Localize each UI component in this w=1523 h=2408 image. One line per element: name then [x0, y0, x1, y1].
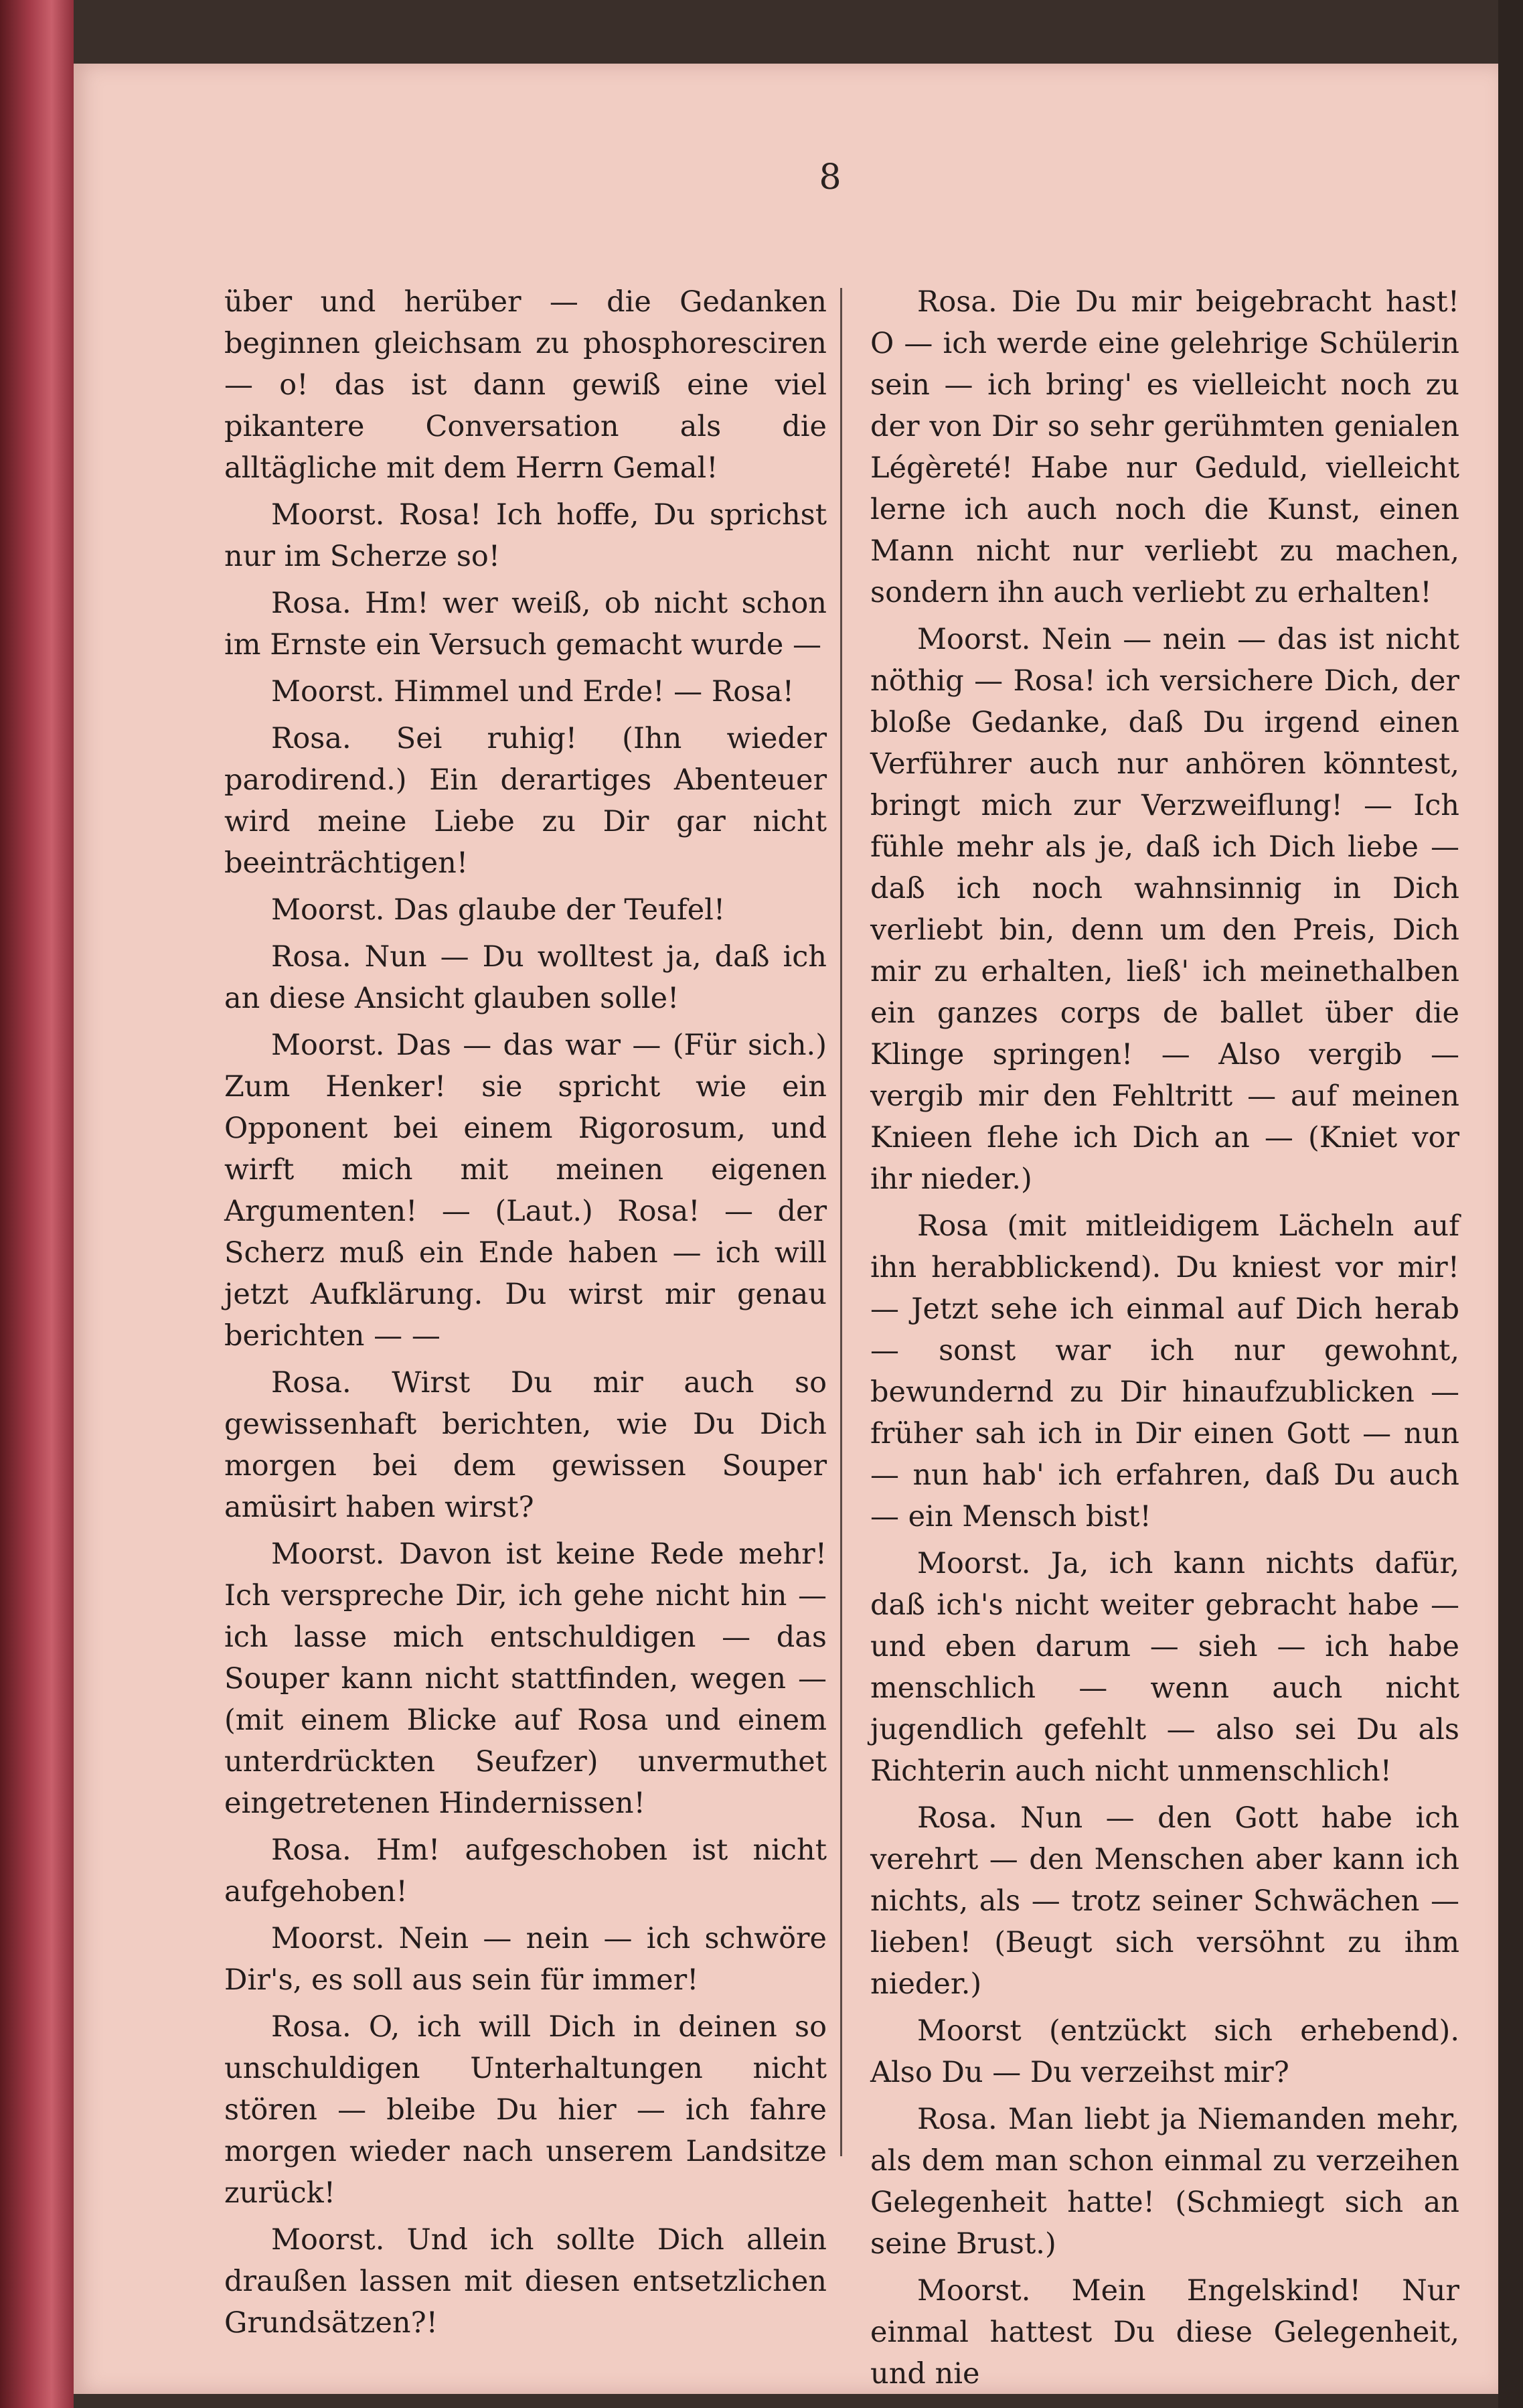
- paragraph: Moorst. Ja, ich kann nichts dafür, daß ich's nicht weiter gebracht habe — und eben darum — sieh — ich habe menschlich — wenn auch nicht jugendlich gefehlt — also sei Du als Richterin auch nicht unmenschlich!: [870, 1547, 1459, 1788]
- paragraph: Moorst (entzückt sich erhebend). Also Du — Du verzeihst mir?: [870, 2014, 1459, 2089]
- paragraph: Rosa. Sei ruhig! (Ihn wieder parodirend.) Ein derartiges Abenteuer wird meine Liebe zu Dir gar nicht beeinträchtigen!: [224, 722, 827, 880]
- page-number: 8: [819, 157, 841, 198]
- paragraph: Rosa (mit mitleidigem Lächeln auf ihn herabblickend). Du kniest vor mir! — Jetzt sehe ich einmal auf Dich herab — sonst war ich nur gewohnt, bewundernd zu Dir hinaufzublicken — früher sah ich in Dir einen Gott — nun — nun hab' ich erfahren, daß Du auch — ein Mensch bist!: [870, 1209, 1459, 1533]
- paragraph: Moorst. Rosa! Ich hoffe, Du sprichst nur im Scherze so!: [224, 498, 827, 573]
- paragraph: Rosa. Man liebt ja Niemanden mehr, als dem man schon einmal zu verzeihen Gelegenheit hatte! (Schmiegt sich an seine Brust.): [870, 2103, 1459, 2261]
- paragraph: Moorst. Das glaube der Teufel!: [271, 893, 726, 927]
- paragraph: Moorst. Und ich sollte Dich allein draußen lassen mit diesen entsetzlichen Grundsätzen?!: [224, 2223, 827, 2340]
- paragraph: Rosa. Hm! aufgeschoben ist nicht aufgehoben!: [224, 1833, 827, 1908]
- paragraph: über und herüber — die Gedanken beginnen gleichsam zu phosphoresciren — o! das ist dann gewiß eine viel pikantere Conversation als die alltägliche mit dem Herrn Gemal!: [224, 285, 827, 485]
- column-divider: [840, 288, 842, 2156]
- paragraph: Rosa. Nun — Du wolltest ja, daß ich an diese Ansicht glauben solle!: [224, 940, 827, 1015]
- paragraph: Moorst. Davon ist keine Rede mehr! Ich verspreche Dir, ich gehe nicht hin — ich lasse mich entschuldigen — das Souper kann nicht stattfinden, wegen — (mit einem Blicke auf Rosa und einem unterdrückten Seufzer) unvermuthet eingetretenen Hindernissen!: [224, 1537, 827, 1820]
- paragraph: Rosa. O, ich will Dich in deinen so unschuldigen Unterhaltungen nicht stören — bleibe Du hier — ich fahre morgen wieder nach unserem Landsitze zurück!: [224, 2010, 827, 2210]
- book-binding: [0, 0, 74, 2408]
- paragraph: Moorst. Das — das war — (Für sich.) Zum Henker! sie spricht wie ein Opponent bei einem Rigorosum, und wirft mich mit meinen eigenen Argumenten! — (Laut.) Rosa! — der Scherz muß ein Ende haben — ich will jetzt Aufklärung. Du wirst mir genau berichten — —: [224, 1029, 827, 1353]
- left-column: [224, 281, 827, 2349]
- paragraph: Rosa. Nun — den Gott habe ich verehrt — den Menschen aber kann ich nichts, als — trotz seiner Schwächen — lieben! (Beugt sich versöhnt zu ihm nieder.): [870, 1801, 1459, 2001]
- paragraph: Moorst. Nein — nein — ich schwöre Dir's, es soll aus sein für immer!: [224, 1922, 827, 1997]
- right-column: [870, 281, 1459, 2400]
- page-edge-shadow: [1498, 0, 1523, 2408]
- paragraph: Rosa. Die Du mir beigebracht hast! O — ich werde eine gelehrige Schülerin sein — ich bring' es vielleicht noch zu der von Dir so sehr gerühmten genialen Légèreté! Habe nur Geduld, vielleicht lerne ich auch noch die Kunst, einen Mann nicht nur verliebt zu machen, sondern ihn auch verliebt zu erhalten!: [870, 285, 1459, 609]
- paragraph: Rosa. Hm! wer weiß, ob nicht schon im Ernste ein Versuch gemacht wurde —: [224, 587, 827, 662]
- paragraph: Rosa. Wirst Du mir auch so gewissenhaft berichten, wie Du Dich morgen bei dem gewissen Souper amüsirt haben wirst?: [224, 1366, 827, 1524]
- paragraph: Moorst. Himmel und Erde! — Rosa!: [271, 675, 795, 708]
- paragraph: Moorst. Nein — nein — das ist nicht nöthig — Rosa! ich versichere Dich, der bloße Gedanke, daß Du irgend einen Verführer auch nur anhören könntest, bringt mich zur Verzweiflung! — Ich fühle mehr als je, daß ich Dich liebe — daß ich noch wahnsinnig in Dich verliebt bin, denn um den Preis, Dich mir zu erhalten, ließ' ich meinethalben ein ganzes corps de ballet über die Klinge springen! — Also vergib — vergib mir den Fehltritt — auf meinen Knieen flehe ich Dich an — (Kniet vor ihr nieder.): [870, 623, 1459, 1196]
- paragraph: Moorst. Mein Engelskind! Nur einmal hattest Du diese Gelegenheit, und nie: [870, 2274, 1459, 2391]
